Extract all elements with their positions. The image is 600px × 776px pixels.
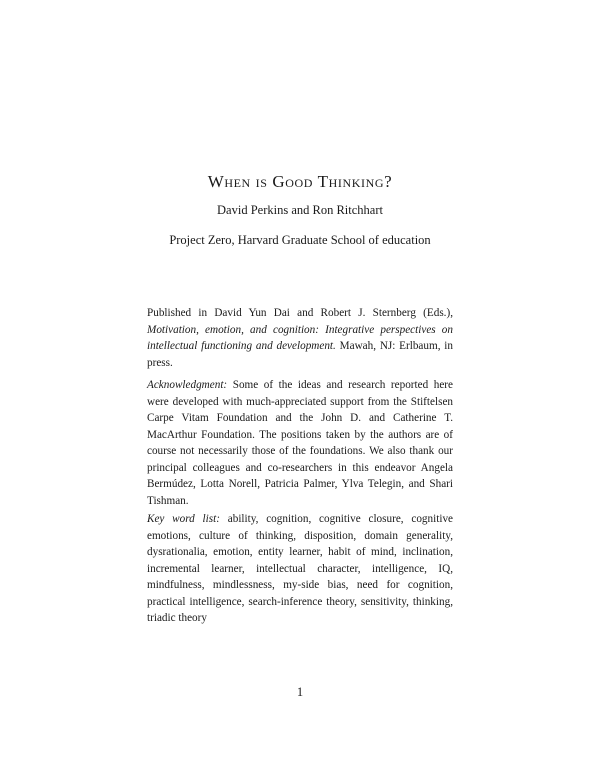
publication-suffix: Mawah, NJ: Erlbaum, in press. — [147, 340, 453, 369]
keyword-list-paragraph — [147, 511, 453, 627]
page-number: 1 — [296, 685, 304, 699]
publication-book-title: Motivation, emotion, and cognition: Integrative perspectives on intellectual functioning and development. — [147, 323, 453, 352]
publication-note — [147, 305, 453, 371]
document-title: When is Good Thinking? — [207, 172, 393, 191]
affiliation-line: Project Zero, Harvard Graduate School of education — [169, 233, 431, 247]
publication-prefix: Published in David Yun Dai and Robert J. Sternberg (Eds.), — [147, 307, 453, 319]
authors-line: David Perkins and Ron Ritchhart — [217, 203, 383, 217]
keyword-list-text: ability, cognition, cognitive closure, cognitive emotions, culture of thinking, disposition, domain generality, dysrationalia, emotion, entity learner, habit of mind, inclination, incremental learner, intellectual character, intelligence, IQ, mindfulness, mindlessness, my-side bias, need for cognition, practical intelligence, search-inference theory, sensitivity, thinking, triadic theory — [147, 513, 454, 624]
acknowledgment-paragraph — [147, 377, 453, 509]
acknowledgment-text: Some of the ideas and research reported here were developed with much-appreciated support from the Stiftelsen Carpe Vitam Foundation and the John D. and Catherine T. MacArthur Foundation. The positions taken by the authors are of course not necessarily those of the foundations. We also thank our principal colleagues and co-researchers in this endeavor Angela Bermúdez, Lotta Norell, Patricia Palmer, Ylva Telegin, and Shari Tishman. — [147, 379, 453, 507]
keyword-list-label: Key word list: — [147, 513, 220, 525]
acknowledgment-label: Acknowledgment: — [147, 379, 228, 391]
